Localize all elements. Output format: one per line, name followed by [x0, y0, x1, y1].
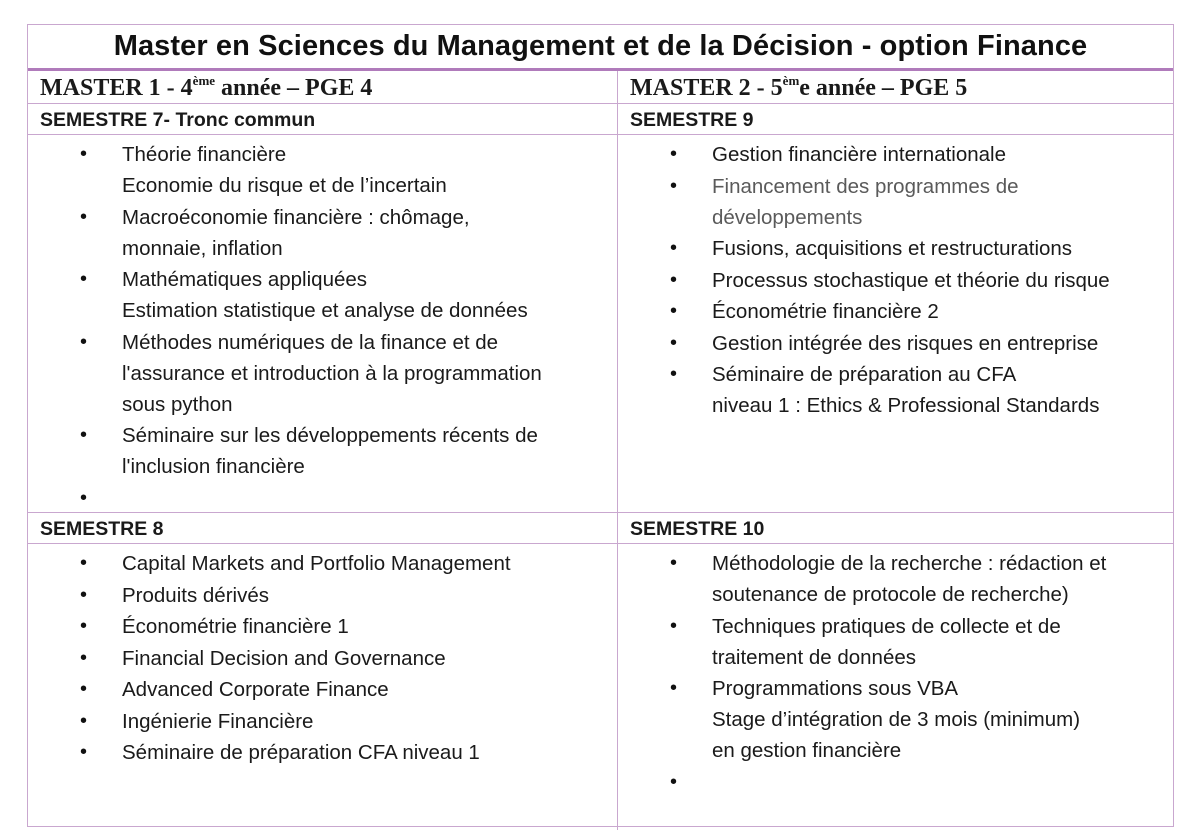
course-item — [28, 139, 617, 201]
course-item — [28, 737, 617, 768]
course-item-line: • Séminaire de préparation au CFA — [712, 363, 1017, 386]
course-item-line: • Financial Decision and Governance — [122, 646, 446, 670]
course-list — [618, 544, 1173, 798]
course-item-line: • Théorie financière — [122, 143, 287, 166]
course-item-line: • Économétrie financière 1 — [122, 615, 349, 638]
course-item — [28, 611, 617, 642]
semester-content-row — [28, 544, 1173, 830]
course-item-line: • Séminaire de préparation CFA niveau 1 — [122, 741, 480, 764]
course-list — [618, 135, 1173, 421]
semester-7-heading: SEMESTRE 7- Tronc commun — [28, 104, 618, 134]
course-item-line: développements — [712, 205, 863, 229]
course-item — [28, 483, 617, 514]
course-item — [28, 580, 617, 611]
semester-9-courses — [618, 135, 1173, 512]
course-item-line: monnaie, inflation — [122, 236, 283, 260]
master1-heading: MASTER 1 - 4ème année – PGE 4 — [28, 71, 618, 103]
course-item — [618, 359, 1173, 421]
course-item-line: • Techniques pratiques de collecte et de — [712, 614, 1061, 638]
course-item-line: • Produits dérivés — [122, 583, 269, 607]
course-item — [618, 139, 1173, 170]
course-item — [28, 548, 617, 579]
course-item-line: • Méthodes numériques de la finance et de — [122, 330, 499, 354]
course-item — [28, 674, 617, 705]
course-item — [618, 611, 1173, 673]
course-item — [618, 296, 1173, 327]
course-item-line: • Ingénierie Financière — [122, 709, 314, 733]
course-item-line: en gestion financière — [712, 739, 902, 762]
course-item-line: • Gestion intégrée des risques en entreprise — [712, 331, 1099, 355]
semester-10-heading: SEMESTRE 10 — [630, 518, 765, 540]
course-item-line: • Méthodologie de la recherche : rédaction et — [712, 552, 1107, 575]
course-item-line: • Gestion financière internationale — [712, 143, 1007, 166]
course-item-line: l'assurance et introduction à la programmation — [122, 361, 542, 385]
course-item-line: niveau 1 : Ethics & Professional Standards — [712, 394, 1100, 417]
course-item — [618, 171, 1173, 233]
course-list — [28, 135, 617, 514]
course-item — [28, 202, 617, 264]
course-item-line: l'inclusion financière — [122, 455, 305, 478]
master-header-row — [28, 71, 1173, 104]
course-item — [28, 706, 617, 737]
master2-heading: MASTER $2 - 5^{èm}e$ année – PGE 5 — [630, 73, 968, 101]
course-item-line: • Advanced Corporate Finance — [122, 678, 389, 701]
semester-8-heading: SEMESTRE 8 — [28, 513, 618, 543]
course-item-line: Estimation statistique et analyse de données — [122, 299, 528, 322]
course-item-line: • Mathématiques appliquées — [122, 268, 368, 291]
course-item-line: • Macroéconomie financière : chômage, — [122, 205, 470, 229]
course-item-line — [122, 483, 609, 514]
semester-heading-row — [28, 104, 1173, 135]
course-item-line: soutenance de protocole de recherche) — [712, 583, 1069, 606]
semester-10-courses — [618, 544, 1173, 830]
course-item-line: sous python — [122, 392, 233, 416]
course-item-line: • Économétrie financière 2 — [712, 300, 939, 323]
course-item-line: Economie du risque et de l’incertain — [122, 174, 447, 197]
semester-7-courses — [28, 135, 618, 512]
course-item — [618, 233, 1173, 264]
course-item — [618, 673, 1173, 766]
course-item — [28, 643, 617, 674]
course-item-line: traitement de données — [712, 645, 916, 669]
course-item-line: Stage d’intégration de 3 mois (minimum) — [712, 708, 1081, 731]
course-item-line: • Séminaire sur les développements récents de — [122, 424, 538, 447]
course-item — [618, 548, 1173, 610]
page-title: Master en Sciences du Management et de la Décision - option Finance — [28, 25, 1173, 71]
course-item-line: • Fusions, acquisitions et restructurations — [712, 237, 1073, 260]
curriculum-table — [27, 24, 1174, 827]
course-item — [28, 327, 617, 420]
course-item-line: • Programmations sous VBA — [712, 677, 959, 700]
semester-9-heading: SEMESTRE 9 — [630, 109, 754, 131]
semester-8-courses — [28, 544, 618, 830]
course-item-line: • Financement des programmes de — [712, 174, 1019, 198]
course-item — [618, 265, 1173, 296]
course-item-line — [712, 767, 1165, 798]
course-item — [28, 264, 617, 326]
semester-content-row — [28, 135, 1173, 513]
course-item — [28, 420, 617, 482]
course-item-line: • Processus stochastique et théorie du risque — [712, 268, 1110, 292]
course-item-line: • Capital Markets and Portfolio Management — [122, 552, 511, 575]
course-list — [28, 544, 617, 768]
course-item — [618, 767, 1173, 798]
semester-heading-row — [28, 513, 1173, 544]
course-item — [618, 328, 1173, 359]
